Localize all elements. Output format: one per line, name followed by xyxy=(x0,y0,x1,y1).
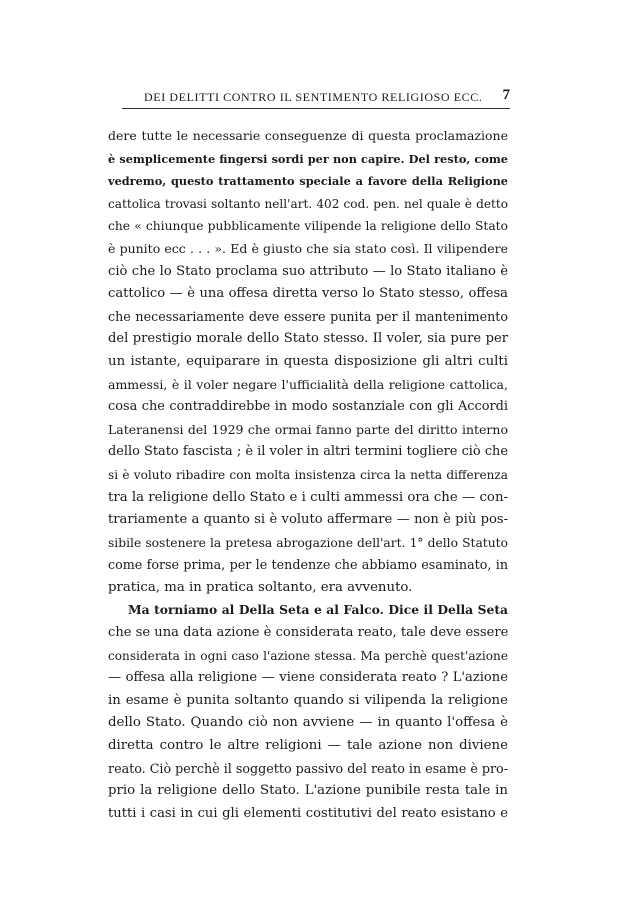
text-line: come forse prima, per le tendenze che abbiamo esaminato, in xyxy=(108,557,508,573)
text-line: che necessariamente deve essere punita per il mantenimento xyxy=(108,308,508,324)
text-line: pratica, ma in pratica soltanto, era avvenuto. xyxy=(108,579,413,595)
page-number: 7 xyxy=(502,87,510,103)
text-line: dello Stato fascista ; è il voler in altri termini togliere ciò che xyxy=(108,444,508,460)
text-line: tra la religione dello Stato e i culti ammessi ora che — con- xyxy=(108,489,508,505)
text-line: che « chiunque pubblicamente vilipende la religione dello Stato xyxy=(108,219,508,234)
text-line: ammessi, è il voler negare l'ufficialità della religione cattolica, xyxy=(108,376,508,392)
text-line: è semplicemente fingersi sordi per non capire. Del resto, come xyxy=(108,151,508,166)
text-line: — offesa alla religione — viene considerata reato ? L'azione xyxy=(108,670,508,686)
text-line: cattolico — è una offesa diretta verso lo Stato stesso, offesa xyxy=(108,286,508,302)
text-line: dere tutte le necessarie conseguenze di questa proclamazione xyxy=(108,128,508,143)
text-line: tutti i casi in cui gli elementi costitutivi del reato esistano e xyxy=(108,805,508,821)
paragraph-1 xyxy=(108,125,508,599)
text-line: dello Stato. Quando ciò non avviene — in quanto l'offesa è xyxy=(108,715,508,731)
header-rule xyxy=(122,108,510,109)
text-line: si è voluto ribadire con molta insistenza circa la netta differenza xyxy=(108,467,508,482)
text-line: sibile sostenere la pretesa abrogazione dell'art. 1° dello Statuto xyxy=(108,535,508,550)
text-line: è punito ecc . . . ». Ed è giusto che sia stato così. Il vilipendere xyxy=(108,240,508,256)
text-line: vedremo, questo trattamento speciale a favore della Religione xyxy=(108,174,508,189)
text-line: diretta contro le altre religioni — tale azione non diviene xyxy=(108,738,508,754)
text-line: Ma torniamo al Della Seta e al Falco. Dice il Della Seta xyxy=(128,602,508,618)
text-line: cosa che contraddirebbe in modo sostanziale con gli Accordi xyxy=(108,399,508,415)
text-line: reato. Ciò perchè il soggetto passivo del reato in esame è pro- xyxy=(108,760,508,776)
text-line: che se una data azione è considerata reato, tale deve essere xyxy=(108,625,509,641)
paragraph-2 xyxy=(108,599,508,825)
page-header xyxy=(122,86,510,106)
text-line: cattolica trovasi soltanto nell'art. 402 cod. pen. nel quale è detto xyxy=(108,196,508,211)
text-line: Lateranensi del 1929 che ormai fanno parte del diritto interno xyxy=(108,421,508,437)
text-line: del prestigio morale dello Stato stesso. Il voler, sia pure per xyxy=(108,331,508,347)
running-title: DEI DELITTI CONTRO IL SENTIMENTO RELIGIOSO ECC. xyxy=(144,90,483,104)
text-line: trariamente a quanto si è voluto affermare — non è più pos- xyxy=(108,512,508,528)
text-line: in esame è punita soltanto quando si vilipenda la religione xyxy=(108,692,508,708)
body-text xyxy=(108,125,508,825)
text-line: un istante, equiparare in questa disposizione gli altri culti xyxy=(108,353,508,369)
text-line: ciò che lo Stato proclama suo attributo — lo Stato italiano è xyxy=(108,263,508,279)
text-line: prio la religione dello Stato. L'azione punibile resta tale in xyxy=(108,783,508,799)
text-line: considerata in ogni caso l'azione stessa. Ma perchè quest'azione xyxy=(108,648,508,663)
